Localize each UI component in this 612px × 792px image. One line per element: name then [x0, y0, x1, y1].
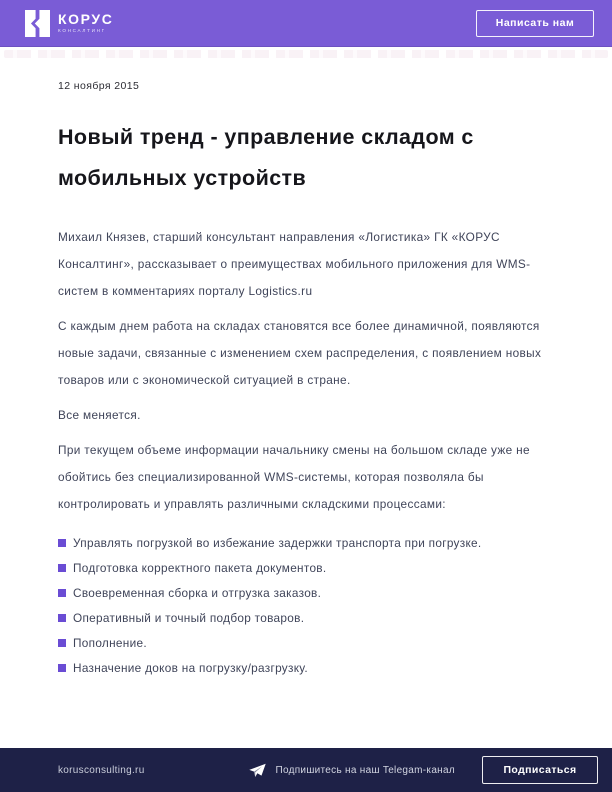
telegram-text: Подпишитесь на наш Telegam-канал	[275, 764, 455, 776]
bullet-square-icon	[58, 639, 66, 647]
article	[58, 47, 554, 681]
bullet-list	[58, 531, 554, 681]
logo-text	[58, 12, 113, 34]
article-title: Новый тренд - управление складом с мобильных устройств	[58, 125, 474, 190]
bullet-square-icon	[58, 614, 66, 622]
write-to-us-button[interactable]: Написать нам	[476, 10, 594, 37]
list-item-text: Назначение доков на погрузку/разгрузку.	[73, 661, 308, 675]
list-item	[58, 631, 554, 656]
list-item-text: Подготовка корректного пакета документов.	[73, 561, 327, 575]
list-item	[58, 531, 554, 556]
article-paragraph: Все меняется.	[58, 408, 141, 422]
article-paragraph: При текущем объеме информации начальнику смены на большом складе уже не обойтись без специализированной WMS-системы, которая позволяла бы контролировать и управлять различными складскими процессами:	[58, 443, 530, 511]
subscribe-button[interactable]: Подписаться	[482, 756, 598, 784]
telegram-icon	[249, 763, 266, 778]
logo-subtitle: КОНСАЛТИНГ	[58, 28, 106, 33]
list-item-text: Управлять погрузкой во избежание задержки транспорта при погрузке.	[73, 536, 482, 550]
korus-logo-icon	[25, 10, 50, 37]
list-item	[58, 606, 554, 631]
telegram-cta	[249, 763, 455, 778]
list-item-text: Пополнение.	[73, 636, 147, 650]
article-date: 12 ноября 2015	[58, 80, 140, 92]
site-url: korusconsulting.ru	[58, 764, 145, 776]
bullet-square-icon	[58, 664, 66, 672]
list-item	[58, 581, 554, 606]
logo-title: КОРУС	[58, 11, 114, 27]
list-item	[58, 556, 554, 581]
article-paragraph: С каждым днем работа на складах становятся все более динамичной, появляются новые задачи, связанные с изменением схем распределения, с появлением новых товаров или с экономической ситуацией в стране.	[58, 319, 542, 387]
list-item	[58, 656, 554, 681]
bullet-square-icon	[58, 539, 66, 547]
list-item-text: Своевременная сборка и отгрузка заказов.	[73, 586, 322, 600]
bullet-square-icon	[58, 589, 66, 597]
article-paragraph: Михаил Князев, старший консультант направления «Логистика» ГК «КОРУС Консалтинг», рассказывает о преимуществах мобильного приложения для WMS-систем в комментариях порталу Logistics.ru	[58, 230, 531, 298]
korus-logo[interactable]	[25, 10, 113, 37]
footer-bar	[0, 748, 612, 792]
top-header-bar	[0, 0, 612, 47]
bullet-square-icon	[58, 564, 66, 572]
list-item-text: Оперативный и точный подбор товаров.	[73, 611, 305, 625]
